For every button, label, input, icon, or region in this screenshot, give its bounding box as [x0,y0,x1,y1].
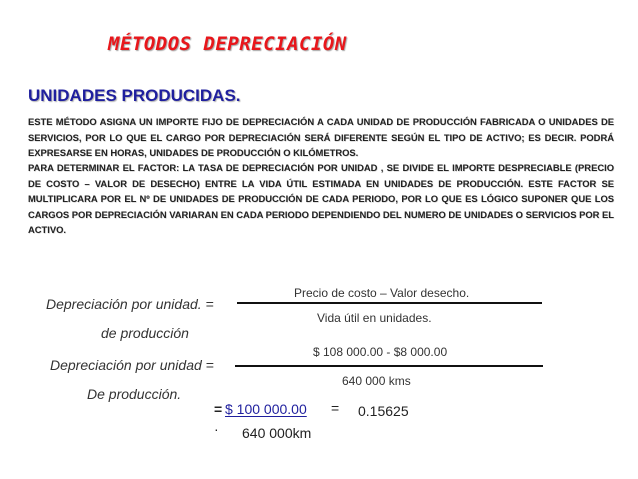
formula1-denominator: Vida útil en unidades. [317,311,432,325]
result-divisor: 640 000km [242,425,312,441]
result-equals-sign: = [214,401,223,417]
formula2-fraction-line [235,365,543,367]
section-subtitle: UNIDADES PRODUCIDAS. [28,86,241,105]
result-dot: · [214,421,219,437]
formula2-label-line2: De producción. [87,386,182,402]
result-value: 0.15625 [358,403,409,419]
page-title: MÉTODOS DEPRECIACIÓN [108,33,347,55]
formula2-numerator: $ 108 000.00 - $8 000.00 [313,345,448,359]
formula1-fraction-line [237,302,542,304]
paragraph-factor: PARA DETERMINAR EL FACTOR: LA TASA DE DEPRECIACIÓN POR UNIDAD , SE DIVIDE EL IMPORTE DESPRECIABLE (PRECIO DE COSTO – VALOR DE DESECHO) ENTRE LA VIDA ÚTIL ESTIMADA EN UNIDADES DE PRODUCCIÓN. ESTE FACTOR SE MULTIPLICARA POR EL Nº DE UNIDADES DE PRODUCCIÓN DE CADA PERIODO, POR LO QUE ES LÓGICO SUPONER QUE LOS CARGOS POR DEPRECIACIÓN VARIARAN EN CADA PERIODO DEPENDIENDO DEL NUMERO DE UNIDADES O SERVICIOS POR EL ACTIVO. [28,162,614,236]
formula1-numerator: Precio de costo – Valor desecho. [294,286,470,300]
formula2-label-line1: Depreciación por unidad = [50,357,214,373]
paragraph-definition: ESTE MÉTODO ASIGNA UN IMPORTE FIJO DE DEPRECIACIÓN A CADA UNIDAD DE PRODUCCIÓN FABRICADA O UNIDADES DE SERVICIOS, POR LO QUE EL CARGO POR DEPRECIACIÓN SERÁ DIFERENTE SEGÚN EL TIPO DE ACTIVO; ES DECIR. PODRÁ EXPRESARSE EN HORAS, UNIDADES DE PRODUCCIÓN O KILÓMETROS. [28,116,614,159]
formula2-denominator: 640 000 kms [342,374,411,388]
formula1-label-line2: de producción [101,325,189,341]
result-amount: $ 100 000.00 [225,401,307,417]
formula1-label-line1: Depreciación por unidad. = [46,296,214,312]
result-equals-sign-2: = [331,400,340,416]
